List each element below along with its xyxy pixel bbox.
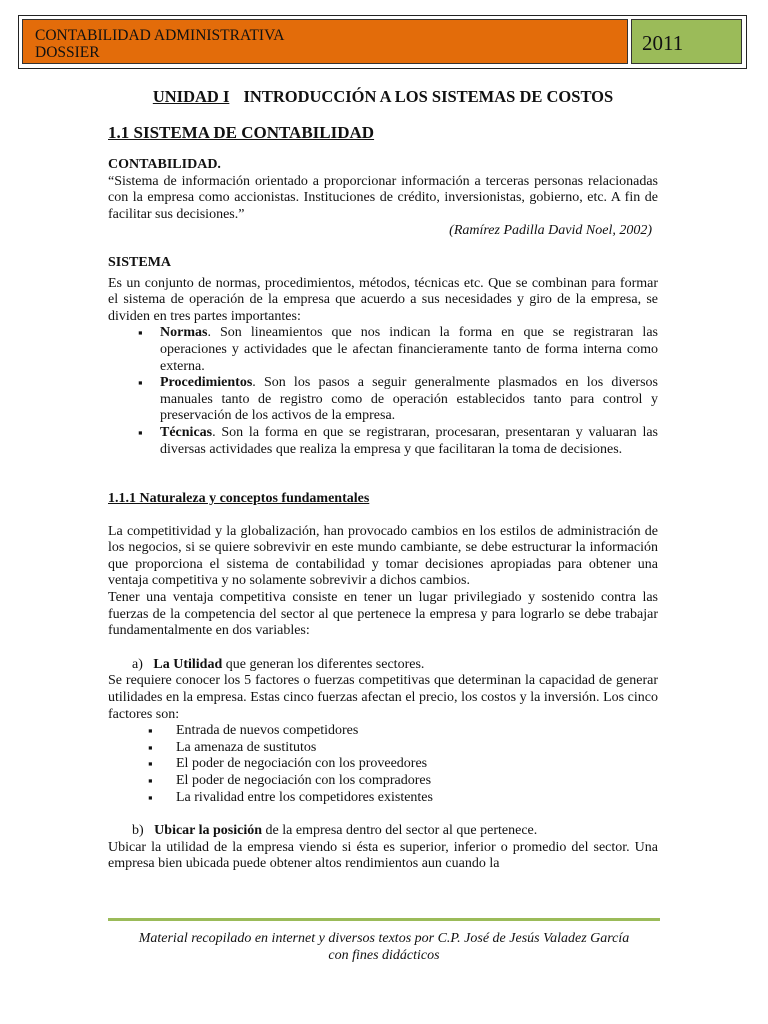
list-item: ▪ La amenaza de sustitutos [108,740,658,757]
variable-b-term: Ubicar la posición [154,823,263,839]
list-item [108,375,658,425]
list-item-term: Procedimientos [160,375,253,391]
variable-a-text: que generan los diferentes sectores. [222,656,425,672]
list-item: ▪ El poder de negociación con los proveedores [108,756,658,773]
header-course-title: CONTABILIDAD ADMINISTRATIVA [35,27,285,44]
variable-b-text: de la empresa dentro del sector al que pertenece. [262,823,538,839]
unit-label: UNIDAD I [152,87,230,106]
variable-a-label: a) [132,656,143,672]
sistema-list [108,325,658,458]
sistema-block [108,255,658,458]
list-item: ▪ Entrada de nuevos competidores [108,723,658,740]
unit-name: INTRODUCCIÓN A LOS SISTEMAS DE COSTOS [243,87,614,106]
naturaleza-paragraph-2: Tener una ventaja competitiva consiste en tener un lugar privilegiado y sostenido contra las fuerzas de la competencia del sector al que pertenece la empresa y para lograrlo se debe trabajar fundamentalmente en dos variables: [108,589,658,639]
header-title-box [22,19,628,64]
variable-b-body: Ubicar la utilidad de la empresa viendo si ésta es superior, inferior o promedio del sector. Una empresa bien ubicada puede obtener altos rendimientos aun cuando la [108,839,658,872]
page-header [18,15,747,69]
list-item: ▪ La rivalidad entre los competidores existentes [108,790,658,807]
footer-divider [108,918,660,921]
factors-list [108,723,658,806]
sistema-heading: SISTEMA [108,255,172,270]
list-item-text: . Son la forma en que se registraran, procesaran, presentaran y valuaran las diversas actividades que realiza la empresa y que facilitaran la toma de decisiones. [160,424,658,457]
contabilidad-heading: CONTABILIDAD. [108,157,221,172]
list-item-term: Normas [160,325,208,341]
page-footer [108,930,660,964]
header-subtitle: DOSSIER [35,44,100,61]
naturaleza-paragraph-1: La competitividad y la globalización, han provocado cambios en los estilos de administración de los negocios, si se quiere sobrevivir en este mundo cambiante, se debe estructurar la información que proporciona el sistema de contabilidad y tomar decisiones apropiadas para obtener una ventaja competitiva y no solamente sobrevivir a dichos cambios. [108,523,658,589]
variable-a [108,657,658,674]
list-item [108,325,658,375]
header-year: 2011 [631,19,742,64]
list-item: ▪ El poder de negociación con los compradores [108,773,658,790]
footer-credit: Material recopilado en internet y diversos textos por C.P. José de Jesús Valadez García [138,931,630,946]
naturaleza-heading: 1.1.1 Naturaleza y conceptos fundamentales [108,491,370,506]
unit-title [108,87,658,107]
section-title: 1.1 SISTEMA DE CONTABILIDAD [108,123,375,142]
list-item-term: Técnicas [160,424,213,440]
variable-b-label: b) [132,823,144,839]
footer-purpose: con fines didácticos [328,948,440,963]
list-item-text: . Son lineamientos que nos indican la forma en que se registraran las operaciones y actividades que le afectan financieramente tanto de forma interna como externa. [160,325,658,374]
variable-a-term: La Utilidad [153,656,223,672]
contabilidad-citation: (Ramírez Padilla David Noel, 2002) [449,223,652,239]
variable-a-body: Se requiere conocer los 5 factores o fuerzas competitivas que determinan la capacidad de generar utilidades en la empresa. Estas cinco fuerzas afectan el precio, los costos y la inversión. Los cinco factores son: [108,673,658,722]
contabilidad-block [108,157,658,240]
contabilidad-quote: “Sistema de información orientado a proporcionar información a terceras personas relacionadas con la empresa como accionistas. Instituciones de crédito, inversionistas, gobierno, etc. A fin de facilitar sus decisiones.” [108,173,658,222]
list-item [108,425,658,458]
list-item-text: . Son los pasos a seguir generalmente plasmados en los diversos manuales tanto de registro como de operación establecidos tanto para control y preservación de los activos de la empresa. [160,375,658,424]
naturaleza-block [108,491,658,873]
sistema-intro: Es un conjunto de normas, procedimientos, métodos, técnicas etc. Que se combinan para formar el sistema de operación de la empresa que acuerdo a sus necesidades y giro de la empresa, se dividen en tres partes importantes: [108,275,658,324]
variable-b [108,823,658,840]
